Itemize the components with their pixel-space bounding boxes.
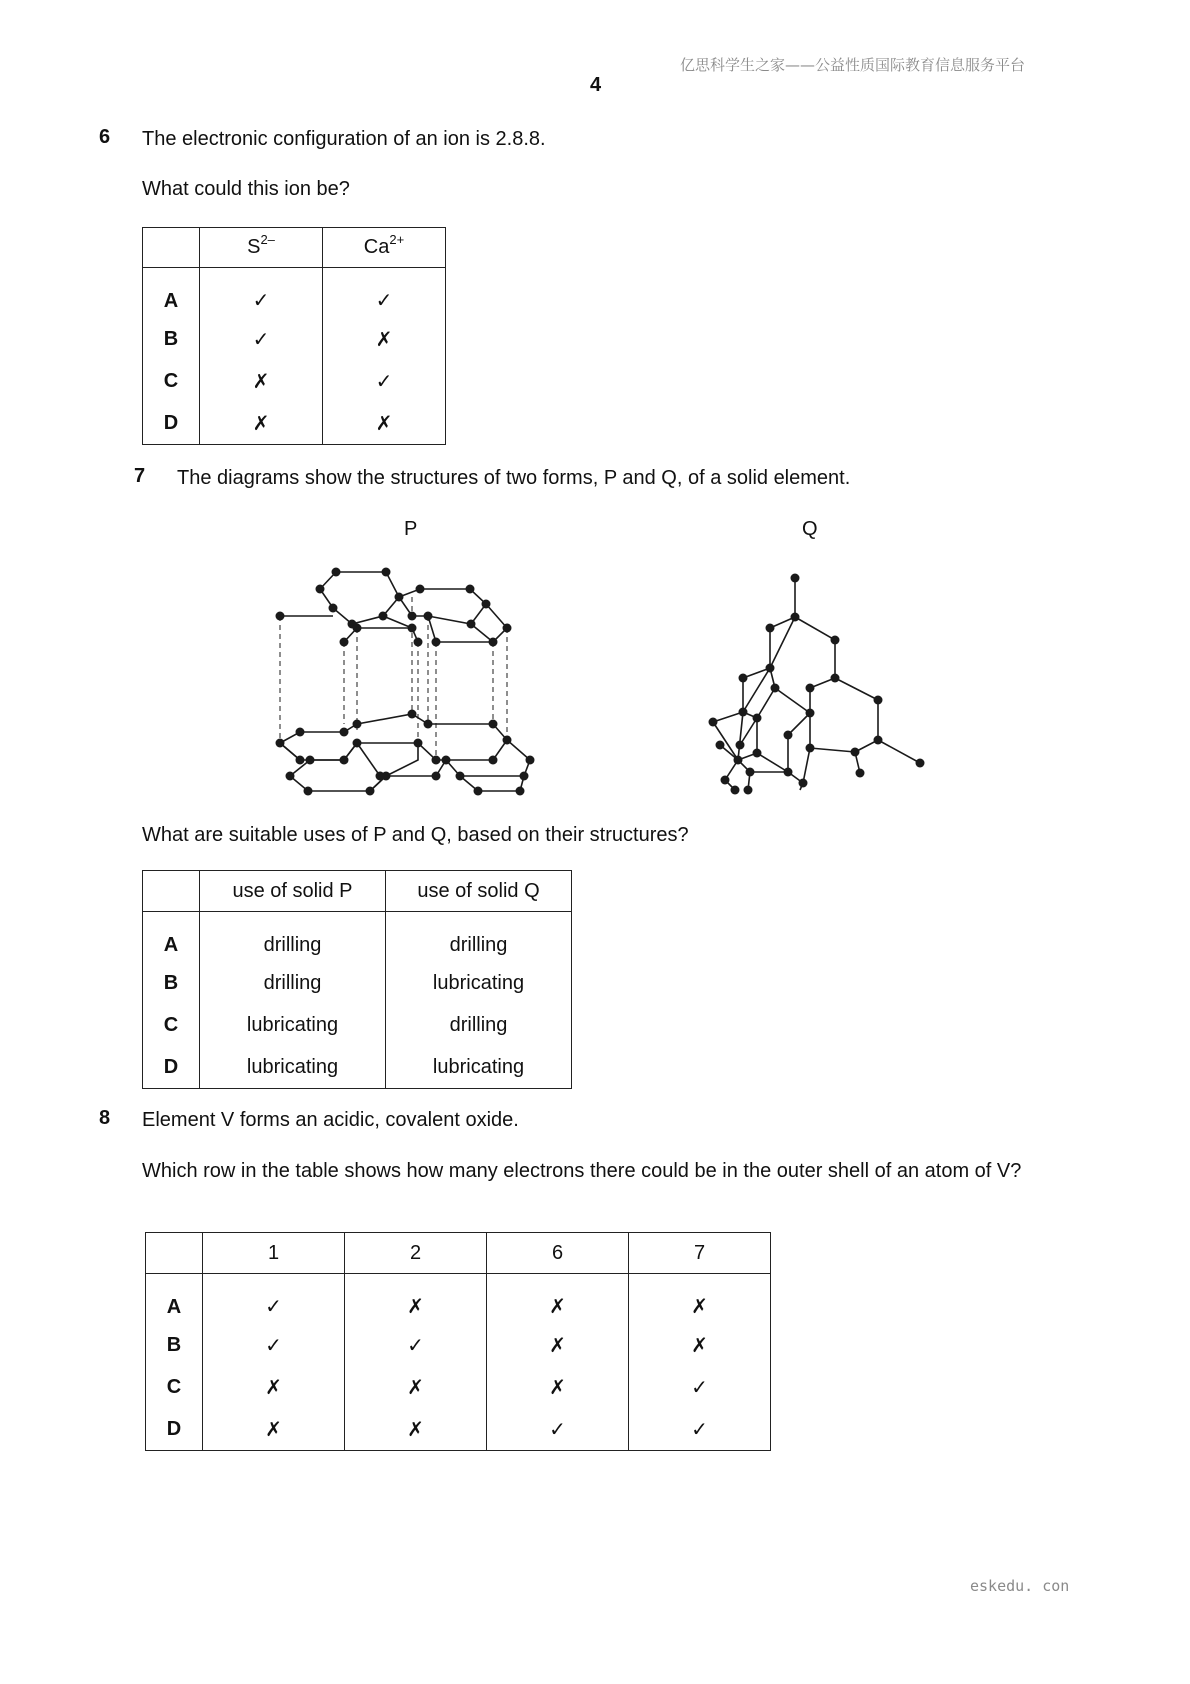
q8-header-7: 7 bbox=[629, 1233, 771, 1274]
q8-row-d: D ✗ ✗ ✓ ✓ bbox=[146, 1409, 771, 1451]
q7-question: What are suitable uses of P and Q, based on their structures? bbox=[142, 824, 689, 846]
q6-header-ca: $Ca^{2+}$ bbox=[323, 228, 446, 268]
q7-header-q: use of solid Q bbox=[386, 871, 572, 912]
top-layer-bonds bbox=[280, 572, 507, 642]
q7-stem: The diagrams show the structures of two forms, P and Q, of a solid element. bbox=[177, 467, 851, 489]
q6-header-s: $S^{2-}$ bbox=[200, 228, 323, 268]
q7-row-a: A drilling drilling bbox=[143, 912, 572, 963]
q6-stem: The electronic configuration of an ion is 2.8.8. bbox=[142, 128, 546, 150]
diamond-bonds bbox=[713, 578, 920, 790]
q6-row-b: B ✓ ✗ bbox=[143, 319, 446, 361]
site-header: 亿思科学生之家——公益性质国际教育信息服务平台 bbox=[680, 56, 1026, 74]
q7-label-p: P bbox=[404, 518, 418, 540]
diamond-structure-diagram bbox=[690, 560, 930, 800]
q6-row-a: A ✓ ✓ bbox=[143, 268, 446, 319]
q8-header-1: 1 bbox=[203, 1233, 345, 1274]
q6-row-c: C ✗ ✓ bbox=[143, 361, 446, 403]
q6-corner-cell bbox=[143, 228, 200, 268]
q7-row-c: C lubricating drilling bbox=[143, 1005, 572, 1047]
q6-table bbox=[142, 227, 446, 445]
graphite-structure-diagram bbox=[250, 550, 560, 800]
q8-number: 8 bbox=[99, 1107, 111, 1129]
q6-row-d: D ✗ ✗ bbox=[143, 403, 446, 445]
q8-stem: Element V forms an acidic, covalent oxide. bbox=[142, 1109, 519, 1131]
diamond-atoms bbox=[709, 574, 925, 795]
q6-question: What could this ion be? bbox=[142, 178, 350, 200]
q8-row-c: C ✗ ✗ ✗ ✓ bbox=[146, 1367, 771, 1409]
q7-table bbox=[142, 870, 572, 1089]
q7-corner-cell bbox=[143, 871, 200, 912]
q8-corner-cell bbox=[146, 1233, 203, 1274]
q7-label-q: Q bbox=[802, 518, 818, 540]
q6-number: 6 bbox=[99, 126, 111, 148]
q8-header-2: 2 bbox=[345, 1233, 487, 1274]
q8-question: Which row in the table shows how many electrons there could be in the outer shell of an atom of V? bbox=[142, 1160, 1022, 1182]
q8-header-6: 6 bbox=[487, 1233, 629, 1274]
footer-watermark: eskedu. con bbox=[970, 1577, 1070, 1595]
q7-number: 7 bbox=[134, 465, 146, 487]
page-number: 4 bbox=[590, 74, 602, 96]
q7-row-b: B drilling lubricating bbox=[143, 963, 572, 1005]
graphite-atoms bbox=[276, 568, 535, 796]
q8-row-b: B ✓ ✓ ✗ ✗ bbox=[146, 1325, 771, 1367]
q8-row-a: A ✓ ✗ ✗ ✗ bbox=[146, 1274, 771, 1325]
q7-row-d: D lubricating lubricating bbox=[143, 1047, 572, 1089]
q8-table bbox=[145, 1232, 771, 1451]
q7-header-p: use of solid P bbox=[200, 871, 386, 912]
